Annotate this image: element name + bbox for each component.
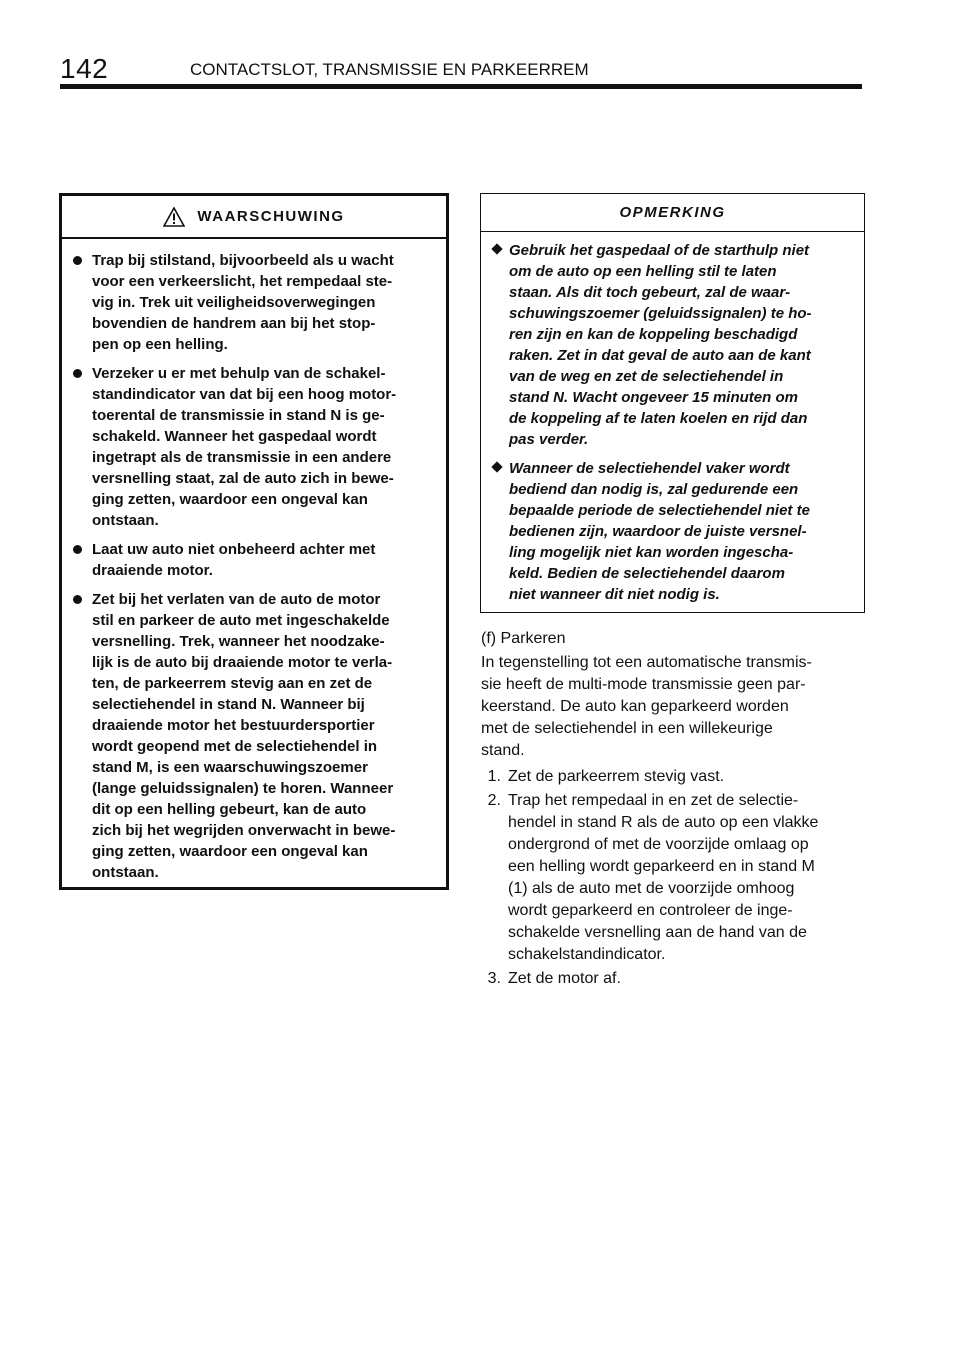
header-rule: [60, 84, 862, 89]
subsection-title: (f) Parkeren: [481, 630, 566, 647]
warning-triangle-icon: [163, 207, 185, 227]
warning-item: [62, 589, 446, 883]
step-number: 3.: [487, 970, 501, 987]
step-number: 1.: [487, 768, 501, 785]
parking-steps: [481, 766, 871, 990]
page-header: [60, 54, 862, 84]
parking-section: [481, 628, 871, 992]
warning-title: WAARSCHUWING: [197, 208, 345, 225]
note-list: [481, 232, 864, 605]
step-item: [481, 968, 871, 990]
step-item: [481, 790, 871, 966]
bullet-diamond-icon: [491, 461, 502, 472]
bullet-dot-icon: [73, 595, 82, 604]
warning-item-text: Laat uw auto niet onbeheerd achter met draaiende motor.: [92, 541, 376, 579]
warning-box: [59, 193, 449, 890]
note-title: OPMERKING: [619, 204, 726, 221]
step-text: Zet de motor af.: [508, 970, 621, 987]
note-item-text: Gebruik het gaspedaal of de starthulp niet om de auto op een helling stil te laten staan. Als dit toch gebeurt, zal de waar- schuwingszoemer (geluidssignalen) te ho- ren zijn en kan de koppeling beschadigd raken. Zet in dat geval de auto aan de kant van de weg en zet de selectiehendel in stand N. Wacht ongeveer 15 minuten om de koppeling af te laten koelen en rijd dan pas verder.: [509, 242, 812, 448]
step-text: Trap het rempedaal in en zet de selectie- hendel in stand R als de auto op een vlakke ondergrond of met de voorzijde omlaag op een helling wordt geparkeerd en in stand M (1) als de auto met de voorzijde omhoog wordt geparkeerd en controleer de inge- schakelde versnelling aan de hand van de schakelstandindicator.: [508, 792, 819, 963]
note-box: [480, 193, 865, 613]
warning-item: [62, 539, 446, 581]
bullet-dot-icon: [73, 256, 82, 265]
note-header: [481, 194, 864, 232]
parking-intro: In tegenstelling tot een automatische transmis- sie heeft de multi-mode transmissie geen par- keerstand. De auto kan geparkeerd worden met de selectiehendel in een willekeurige stand.: [481, 654, 812, 759]
step-text: Zet de parkeerrem stevig vast.: [508, 768, 725, 785]
warning-list: [62, 239, 446, 883]
warning-item-text: Zet bij het verlaten van de auto de motor stil en parkeer de auto met ingeschakelde versnelling. Trek, wanneer het noodzake- lijk is de auto bij draaiende motor te verla- ten, de parkeerrem stevig aan en zet de selectiehendel in stand N. Wanneer bij draaiende motor het bestuurdersportier wordt geopend met de selectiehendel in stand M, is een waarschuwingszoemer (lange geluidssignalen) te horen. Wanneer dit op een helling gebeurt, kan de auto zich bij het wegrijden onverwacht in bewe- ging zetten, waardoor een ongeval kan ontstaan.: [92, 591, 396, 881]
bullet-dot-icon: [73, 369, 82, 378]
step-number: 2.: [487, 792, 501, 809]
warning-item: [62, 250, 446, 355]
section-title: CONTACTSLOT, TRANSMISSIE EN PARKEERREM: [190, 60, 589, 79]
page-number: 142: [60, 53, 109, 84]
note-item: [481, 240, 864, 450]
warning-item-text: Trap bij stilstand, bijvoorbeeld als u wacht voor een verkeerslicht, het rempedaal ste- vig in. Trek uit veiligheidsoverwegingen bovendien de handrem aan bij het stop- pen op een helling.: [92, 252, 394, 353]
note-item: [481, 458, 864, 605]
note-item-text: Wanneer de selectiehendel vaker wordt bediend dan nodig is, zal gedurende een bepaalde periode de selectiehendel niet te bedienen zijn, waardoor de juiste versnel- ling mogelijk niet kan worden ingescha- keld. Bedien de selectiehendel daarom niet wanneer dit niet nodig is.: [509, 460, 810, 603]
bullet-dot-icon: [73, 545, 82, 554]
warning-header: [62, 196, 446, 239]
warning-item-text: Verzeker u er met behulp van de schakel- standindicator van dat bij een hoog motor- toerental de transmissie in stand N is ge- schakeld. Wanneer het gaspedaal wordt ingetrapt als de transmissie in een andere versnelling staat, zal de auto zich in bewe- ging zetten, waardoor een ongeval kan ontstaan.: [92, 365, 397, 529]
bullet-diamond-icon: [491, 243, 502, 254]
step-item: [481, 766, 871, 788]
warning-item: [62, 363, 446, 531]
